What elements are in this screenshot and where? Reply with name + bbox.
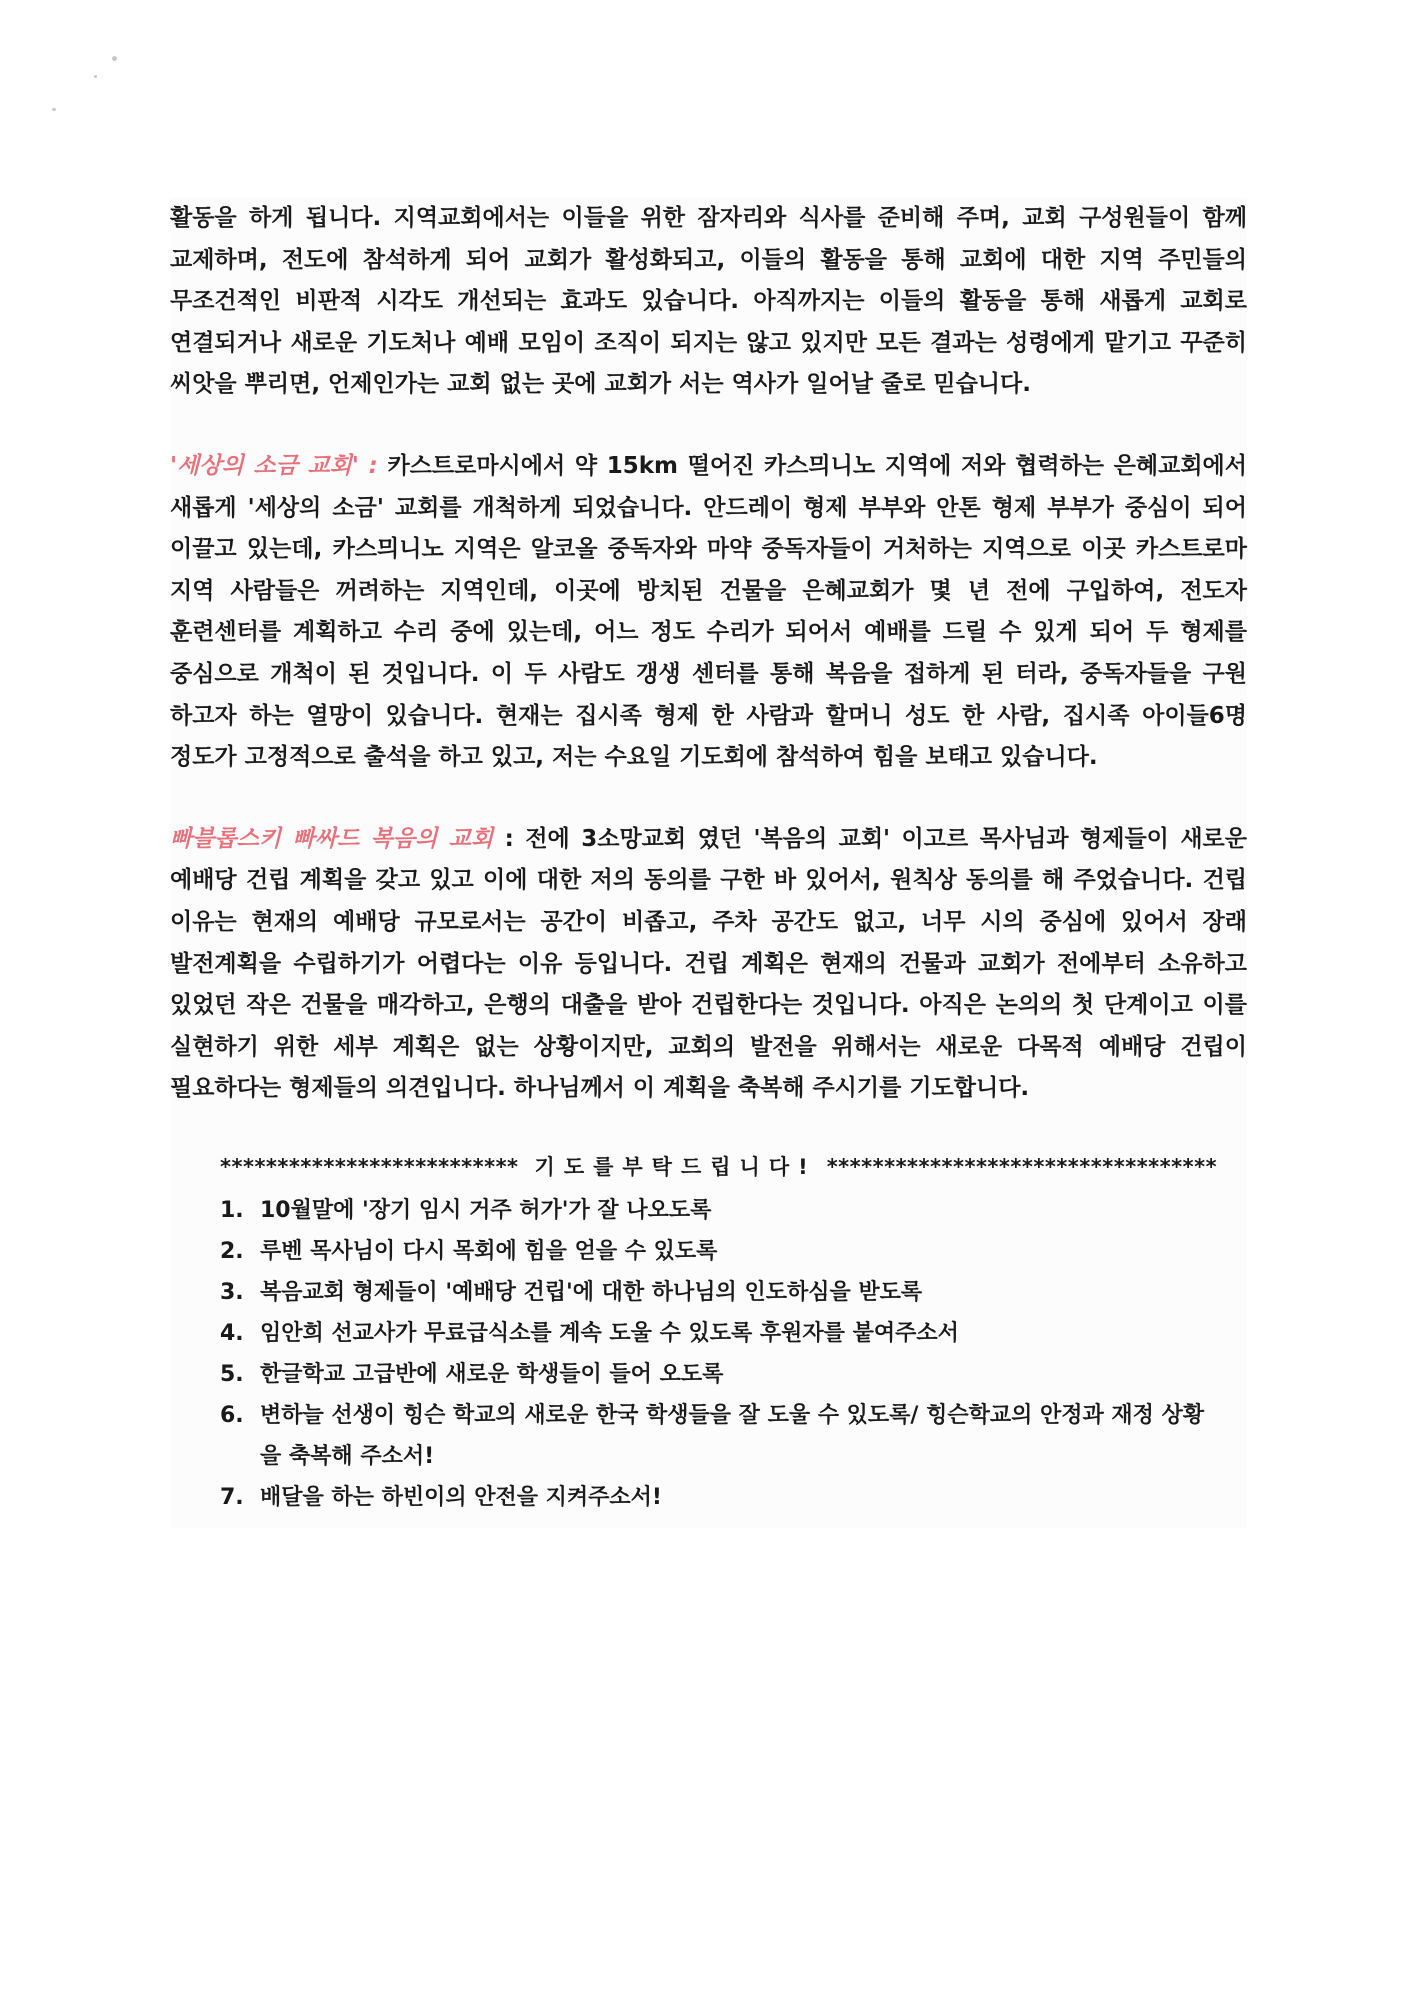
- list-item-text: 10월말에 '장기 임시 거주 허가'가 잘 나오도록: [260, 1197, 712, 1223]
- scan-speck: [112, 56, 117, 61]
- list-item: [220, 1354, 1220, 1395]
- list-item-number: 3.: [220, 1279, 244, 1305]
- banner-stars-left: **************************: [220, 1154, 519, 1179]
- list-item-text: 변하늘 선생이 힝슨 학교의 새로운 한국 학생들을 잘 도울 수 있도록/ 힝슨학교의 안정과 재정 상황을 축복해 주소서!: [260, 1402, 1205, 1469]
- list-item-number: 1.: [220, 1197, 244, 1223]
- list-item: [220, 1313, 1220, 1354]
- list-item-number: 7.: [220, 1484, 244, 1510]
- list-item-number: 4.: [220, 1320, 244, 1346]
- prayer-list: [220, 1190, 1220, 1518]
- list-item-number: 2.: [220, 1238, 244, 1264]
- list-item-number: 5.: [220, 1361, 244, 1387]
- list-item: [220, 1477, 1220, 1518]
- letter-body: [170, 198, 1247, 1528]
- list-item-text: 한글학교 고급반에 새로운 학생들이 들어 오도록: [260, 1361, 724, 1387]
- salt-church-text: 카스트로마시에서 약 15km 떨어진 카스믜니노 지역에 저와 협력하는 은혜교회에서 새롭게 '세상의 소금' 교회를 개척하게 되었습니다. 안드레이 형제 부부와 안톤 형제 부부가 중심이 되어 이끌고 있는데, 카스믜니노 지역은 알코올 중독자와 마약 중독자들이 거처하는 지역으로 이곳 카스트로마 지역 사람들은 꺼려하는 지역인데, 이곳에 방치된 건물을 은혜교회가 몇 년 전에 구입하여, 전도자 훈련센터를 계획하고 수리 중에 있는데, 어느 정도 수리가 되어서 예배를 드릴 수 있게 되어 두 형제를 중심으로 개척이 된 것입니다. 이 두 사람도 갱생 센터를 통해 복음을 접하게 된 터라, 중독자들을 구원 하고자 하는 열망이 있습니다. 현재는 집시족 형제 한 사람과 할머니 성도 한 사람, 집시족 아이들6명 정도가 고정적으로 출석을 하고 있고, 저는 수요일 기도회에 참석하여 힘을 보태고 있습니다.: [170, 452, 1247, 771]
- list-item: [220, 1190, 1220, 1231]
- list-item: [220, 1395, 1220, 1477]
- gospel-church-heading: 빠블롭스키 빠싸드 복음의 교회: [170, 825, 494, 852]
- list-item-text: 임안희 선교사가 무료급식소를 계속 도울 수 있도록 후원자를 붙여주소서: [260, 1320, 959, 1346]
- list-item: [220, 1231, 1220, 1272]
- scan-speck: [52, 108, 56, 111]
- gospel-church-paragraph: [170, 819, 1247, 1110]
- scan-speck: [94, 75, 97, 78]
- intro-paragraph: 활동을 하게 됩니다. 지역교회에서는 이들을 위한 잠자리와 식사를 준비해 주며, 교회 구성원들이 함께 교제하며, 전도에 참석하게 되어 교회가 활성화되고, 이들의 활동을 통해 교회에 대한 지역 주민들의 무조건적인 비판적 시각도 개선되는 효과도 있습니다. 아직까지는 이들의 활동을 통해 새롭게 교회로 연결되거나 새로운 기도처나 예배 모임이 조직이 되지는 않고 있지만 모든 결과는 성령에게 맡기고 꾸준히 씨앗을 뿌리면, 언제인가는 교회 없는 곳에 교회가 서는 역사가 일어날 줄로 믿습니다.: [170, 205, 1247, 398]
- prayer-request-banner: [220, 1150, 1247, 1184]
- list-item: [220, 1272, 1220, 1313]
- list-item-text: 루벤 목사님이 다시 목회에 힘을 얻을 수 있도록: [260, 1238, 718, 1264]
- list-item-text: 복음교회 형제들이 '예배당 건립'에 대한 하나님의 인도하심을 받도록: [260, 1279, 923, 1305]
- salt-church-paragraph: [170, 446, 1247, 779]
- list-item-number: 6.: [220, 1402, 244, 1428]
- gospel-church-text: : 전에 3소망교회 였던 '복음의 교회' 이고르 목사님과 형제들이 새로운 예배당 건립 계획을 갖고 있고 이에 대한 저의 동의를 구한 바 있어서, 원칙상 동의를 해 주었습니다. 건립 이유는 현재의 예배당 규모로서는 공간이 비좁고, 주차 공간도 없고, 너무 시의 중심에 있어서 장래 발전계획을 수립하기가 어렵다는 이유 등입니다. 건립 계획은 현재의 건물과 교회가 전에부터 소유하고 있었던 작은 건물을 매각하고, 은행의 대출을 받아 건립한다는 것입니다. 아직은 논의의 첫 단계이고 이를 실현하기 위한 세부 계획은 없는 상황이지만, 교회의 발전을 위해서는 새로운 다목적 예배당 건립이 필요하다는 형제들의 의견입니다. 하나님께서 이 계획을 축복해 주시기를 기도합니다.: [170, 825, 1247, 1102]
- banner-title: 기도를부탁드립니다!: [534, 1154, 817, 1179]
- salt-church-heading: '세상의 소금 교회' :: [170, 452, 378, 479]
- list-item-text: 배달을 하는 하빈이의 안전을 지켜주소서!: [260, 1484, 662, 1510]
- banner-stars-right: **********************************: [826, 1154, 1218, 1179]
